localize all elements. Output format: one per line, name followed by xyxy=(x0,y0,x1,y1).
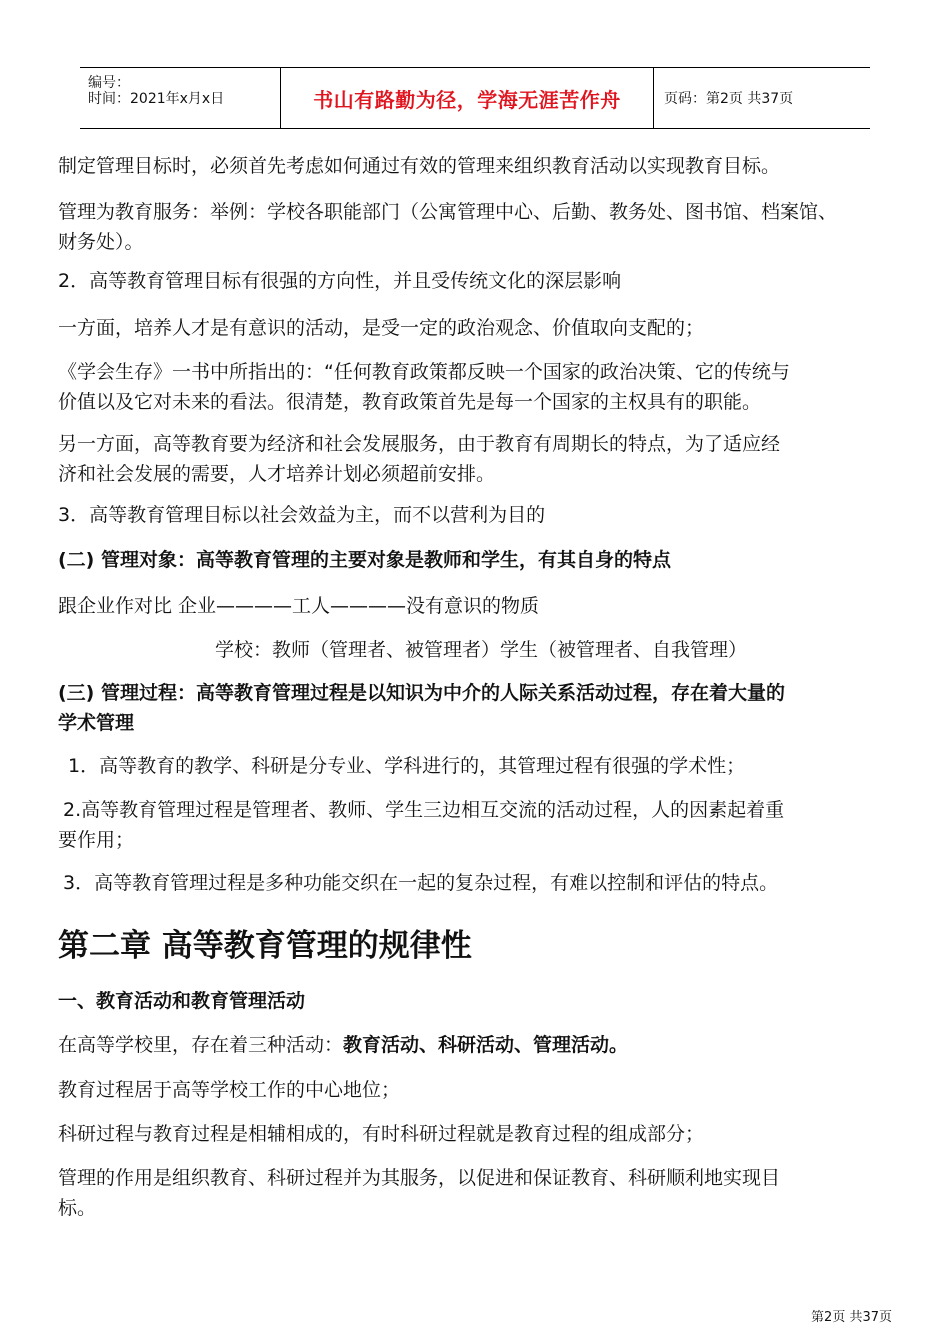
paragraph: 2．高等教育管理目标有很强的方向性，并且受传统文化的深层影响 xyxy=(58,270,622,292)
header-time-label: 时间：2021年x月x日 xyxy=(88,91,225,107)
paragraph: 制定管理目标时，必须首先考虑如何通过有效的管理来组织教育活动以实现教育目标。 xyxy=(58,155,781,177)
header-meta-cell xyxy=(80,68,281,128)
paragraph: 价值以及它对未来的看法。很清楚，教育政策首先是每一个国家的主权具有的职能。 xyxy=(58,391,762,413)
chapter-title: 第二章 高等教育管理的规律性 xyxy=(58,928,472,964)
paragraph: 济和社会发展的需要，人才培养计划必须超前安排。 xyxy=(58,463,496,485)
paragraph: 财务处）。 xyxy=(58,231,144,253)
document-header xyxy=(80,67,870,129)
header-page-info: 页码：第2页 共37页 xyxy=(664,91,794,107)
paragraph: 跟企业作对比 企业————工人————没有意识的物质 xyxy=(58,595,540,617)
paragraph: 管理的作用是组织教育、科研过程并为其服务，以促进和保证教育、科研顺利地实现目 xyxy=(58,1167,781,1189)
header-number-label: 编号： xyxy=(88,75,130,91)
section-heading: (二) 管理对象：高等教育管理的主要对象是教师和学生，有其自身的特点 xyxy=(58,549,671,571)
paragraph: 学校：教师（管理者、被管理者）学生（被管理者、自我管理） xyxy=(215,639,748,661)
paragraph xyxy=(58,1030,898,1061)
paragraph: 《学会生存》一书中所指出的：“任何教育政策都反映一个国家的政治决策、它的传统与 xyxy=(58,361,790,383)
section-heading: 学术管理 xyxy=(58,712,135,734)
paragraph: 科研过程与教育过程是相辅相成的，有时科研过程就是教育过程的组成部分； xyxy=(58,1123,705,1145)
paragraph: 3．高等教育管理目标以社会效益为主，而不以营利为目的 xyxy=(58,504,546,526)
list-item: 3．高等教育管理过程是多种功能交织在一起的复杂过程，有难以控制和评估的特点。 xyxy=(63,872,779,894)
paragraph-prefix: 在高等学校里，存在着三种活动： xyxy=(58,1034,344,1056)
paragraph: 教育过程居于高等学校工作的中心地位； xyxy=(58,1079,401,1101)
header-motto: 书山有路勤为径，学海无涯苦作舟 xyxy=(313,87,621,112)
page-footer: 第2页 共37页 xyxy=(811,1310,892,1325)
section-heading: (三) 管理过程：高等教育管理过程是以知识为中介的人际关系活动过程，存在着大量的 xyxy=(58,682,785,704)
paragraph: 另一方面，高等教育要为经济和社会发展服务，由于教育有周期长的特点，为了适应经 xyxy=(58,433,781,455)
header-motto-cell xyxy=(281,68,654,128)
list-item: 1．高等教育的教学、科研是分专业、学科进行的，其管理过程有很强的学术性； xyxy=(68,755,746,777)
list-item: 2.高等教育管理过程是管理者、教师、学生三边相互交流的活动过程，人的因素起着重 xyxy=(63,799,785,821)
paragraph: 标。 xyxy=(58,1197,97,1219)
paragraph-emphasis: 教育活动、科研活动、管理活动。 xyxy=(343,1034,629,1056)
list-item: 要作用； xyxy=(58,829,135,851)
paragraph: 一方面，培养人才是有意识的活动，是受一定的政治观念、价值取向支配的； xyxy=(58,317,705,339)
section-heading: 一、教育活动和教育管理活动 xyxy=(58,990,306,1012)
paragraph: 管理为教育服务：举例：学校各职能部门（公寓管理中心、后勤、教务处、图书馆、档案馆、 xyxy=(58,201,838,223)
